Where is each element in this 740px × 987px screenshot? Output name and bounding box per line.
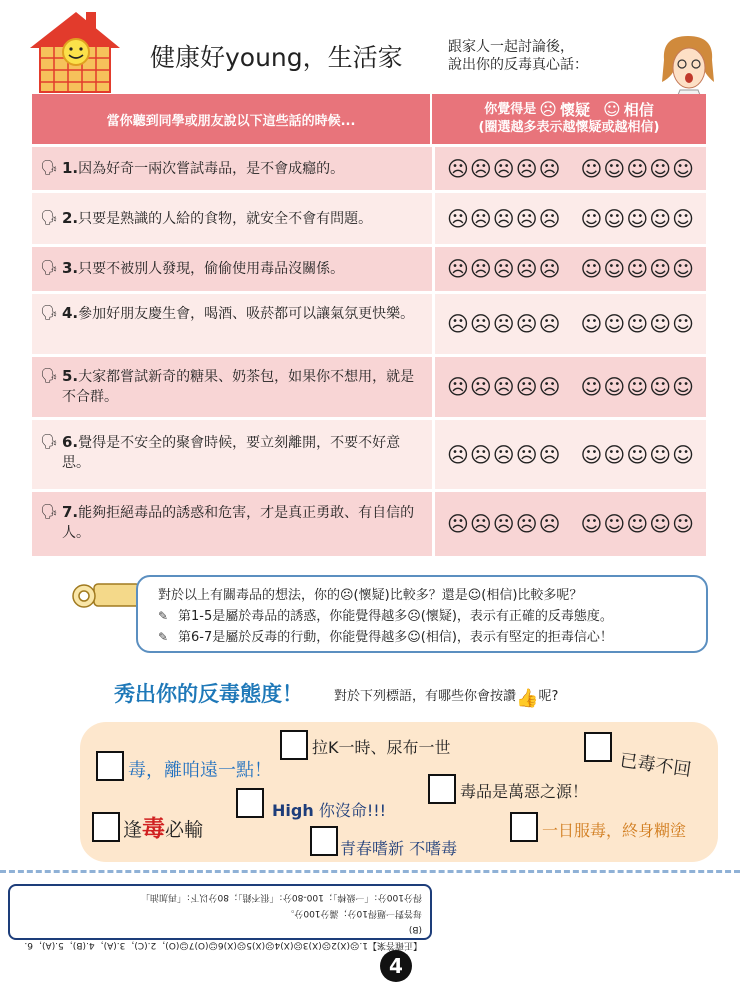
opinion-table — [32, 94, 706, 559]
happy-face-group — [581, 376, 695, 398]
note-line-3-text: 第6-7是屬於反毒的行動，你能覺得越多☺(相信)，表示有堅定的拒毒信心！ — [178, 630, 613, 645]
rating-cell — [435, 247, 706, 291]
sad-face-icon[interactable]: ☹ — [469, 156, 492, 181]
statement-number: 4. — [62, 304, 79, 322]
statement-body: 參加好朋友慶生會，喝酒、吸菸都可以讓氣氛更快樂。 — [78, 306, 415, 322]
happy-face-icon[interactable]: ☺ — [672, 156, 695, 181]
rating-cell — [435, 294, 706, 354]
statement-text — [62, 208, 426, 229]
sad-face-icon[interactable]: ☹ — [515, 206, 538, 231]
happy-face-icon[interactable]: ☺ — [603, 206, 626, 231]
pencil-icon: ✎ — [158, 630, 169, 644]
table-row — [32, 294, 706, 354]
happy-face-icon[interactable]: ☺ — [626, 206, 649, 231]
sad-face-icon[interactable]: ☹ — [492, 512, 515, 536]
sad-face-icon[interactable]: ☹ — [515, 442, 538, 467]
sad-face-icon[interactable]: ☹ — [538, 312, 561, 336]
statement-text — [62, 432, 426, 473]
header-prefix: 你覺得是 — [484, 102, 537, 117]
happy-face-icon[interactable]: ☺ — [649, 257, 672, 281]
statement-text — [62, 158, 426, 179]
happy-face-icon[interactable]: ☺ — [672, 442, 695, 467]
sad-face-icon[interactable]: ☹ — [515, 257, 538, 281]
happy-face-icon[interactable]: ☺ — [603, 312, 626, 336]
answer-line-1: 【正確答案】1.☹(X)2☹(X)3☹(X)4☹(X)5☹(X)6☺(O)7☺(O)，2.(C)，3.(A)，4.(B)，5.(A)，6.(B) — [24, 924, 422, 950]
slogan-checkbox-3[interactable] — [584, 732, 612, 762]
slogan-7-b: 不嗜毒 — [409, 839, 458, 858]
page-header — [0, 0, 740, 92]
happy-face-icon[interactable]: ☺ — [649, 312, 672, 336]
sad-face-icon[interactable]: ☹ — [446, 206, 469, 231]
happy-face-icon[interactable]: ☺ — [649, 512, 672, 536]
sad-face-icon[interactable]: ☹ — [538, 442, 561, 467]
statement-body: 大家都嘗試新奇的糖果、奶茶包，如果你不想用，就是不合群。 — [62, 369, 415, 405]
happy-face-icon[interactable]: ☺ — [672, 257, 695, 281]
happy-face-icon[interactable]: ☺ — [626, 312, 649, 336]
table-row — [32, 420, 706, 489]
sad-face-icon[interactable]: ☹ — [469, 312, 492, 336]
slogan-checkbox-1[interactable] — [96, 751, 124, 781]
statement-cell — [32, 492, 432, 556]
happy-face-icon[interactable]: ☺ — [672, 512, 695, 536]
happy-face-icon[interactable]: ☺ — [580, 512, 603, 536]
sad-face-icon[interactable]: ☹ — [538, 206, 561, 231]
rating-cell — [435, 492, 706, 556]
sad-face-icon[interactable]: ☹ — [538, 156, 561, 181]
pencil-icon: ✎ — [158, 609, 169, 623]
slogan-7-a: 青春嗜新 — [340, 839, 405, 858]
answer-key-text — [10, 886, 430, 956]
cut-line — [0, 870, 740, 876]
slogan-7 — [340, 836, 457, 859]
speaking-head-icon: 🗣 — [40, 368, 58, 384]
happy-face-icon[interactable]: ☺ — [649, 156, 672, 181]
sad-face-icon[interactable]: ☹ — [446, 442, 469, 467]
sad-face-icon[interactable]: ☹ — [515, 512, 538, 536]
happy-face-icon[interactable]: ☺ — [580, 206, 603, 231]
statement-body: 因為好奇一兩次嘗試毒品，是不會成癮的。 — [78, 161, 345, 177]
happy-face-icon[interactable]: ☺ — [603, 512, 626, 536]
statement-number: 6. — [62, 433, 79, 451]
sad-face-group — [447, 513, 561, 535]
statement-body: 只要不被別人發現，偷偷使用毒品沒關係。 — [78, 261, 345, 277]
believe-label: 相信 — [623, 101, 654, 119]
happy-face-icon: ☺ — [603, 100, 621, 120]
slogan-5 — [272, 798, 386, 821]
statement-cell — [32, 294, 432, 354]
answer-line-3: 得分100分：「一級棒」；100-80分：「很不錯」；80分以下：「再加油」 — [140, 892, 422, 902]
header-subtitle: (圈選越多表示越懷疑或越相信) — [478, 120, 660, 135]
happy-face-icon[interactable]: ☺ — [626, 442, 649, 467]
slogan-checkbox-5[interactable] — [236, 788, 264, 818]
slogan-checkbox-6[interactable] — [428, 774, 456, 804]
statement-text — [62, 502, 426, 543]
sad-face-icon[interactable]: ☹ — [492, 156, 515, 181]
statement-number: 2. — [62, 209, 79, 227]
house-icon — [26, 8, 122, 94]
slogan-heading: 秀出你的反毒態度！ — [114, 681, 303, 706]
happy-face-icon[interactable]: ☺ — [649, 375, 672, 399]
note-line-1: 對於以上有關毒品的想法，你的☹(懷疑)比較多？還是☺(相信)比較多呢？ — [158, 588, 583, 603]
happy-face-icon[interactable]: ☺ — [672, 312, 695, 336]
happy-face-group — [581, 313, 695, 335]
page-number: 4 — [380, 950, 412, 982]
slogan-2: 拉K一時、尿布一世 — [312, 738, 451, 757]
happy-face-icon[interactable]: ☺ — [626, 512, 649, 536]
sad-face-icon[interactable]: ☹ — [515, 312, 538, 336]
sad-face-group — [447, 158, 561, 180]
happy-face-icon[interactable]: ☺ — [580, 312, 603, 336]
happy-face-icon[interactable]: ☺ — [580, 375, 603, 399]
speaking-head-icon: 🗣 — [40, 160, 58, 176]
slogan-4-post: 必輸 — [165, 819, 204, 841]
sad-face-icon[interactable]: ☹ — [515, 156, 538, 181]
header-right — [432, 94, 706, 144]
happy-face-icon[interactable]: ☺ — [603, 442, 626, 467]
statement-cell — [32, 420, 432, 489]
speaking-head-icon: 🗣 — [40, 210, 58, 226]
happy-face-icon[interactable]: ☺ — [580, 442, 603, 467]
happy-face-icon[interactable]: ☺ — [626, 375, 649, 399]
statement-body: 覺得是不安全的聚會時候，要立刻離開，不要不好意思。 — [62, 435, 401, 471]
statement-body: 只要是熟識的人給的食物，就安全不會有問題。 — [78, 211, 373, 227]
sad-face-icon[interactable]: ☹ — [469, 257, 492, 281]
sad-face-icon[interactable]: ☹ — [446, 375, 469, 399]
happy-face-icon[interactable]: ☺ — [603, 375, 626, 399]
note-line-3 — [158, 627, 696, 648]
sad-face-icon[interactable]: ☹ — [538, 512, 561, 536]
happy-face-group — [581, 208, 695, 230]
thumbs-up-icon: 👍 — [516, 688, 539, 709]
slogan-question — [334, 685, 558, 709]
slogan-checkbox-4[interactable] — [92, 812, 120, 842]
sad-face-icon[interactable]: ☹ — [492, 442, 515, 467]
slogan-checkbox-7[interactable] — [310, 826, 338, 856]
slogan-5-rest: 你沒命!!! — [318, 801, 387, 820]
speaking-head-icon: 🗣 — [40, 305, 58, 321]
page-title: 健康好young，生活家 — [150, 43, 403, 72]
rating-cell — [435, 193, 706, 244]
note-line-2 — [158, 606, 696, 627]
happy-face-icon[interactable]: ☺ — [580, 156, 603, 181]
sad-face-icon[interactable]: ☹ — [538, 375, 561, 399]
statement-text — [62, 258, 426, 279]
speaking-head-icon: 🗣 — [40, 434, 58, 450]
slogan-question-pre: 對於下列標語，有哪些你會按讚 — [334, 689, 517, 704]
sad-face-icon[interactable]: ☹ — [446, 512, 469, 536]
sad-face-icon[interactable]: ☹ — [469, 206, 492, 231]
answer-line-2: 每答對一題得10分；滿分100分。 — [285, 908, 422, 918]
slogan-4-mid: 毒 — [142, 816, 166, 842]
table-row — [32, 193, 706, 244]
statement-cell — [32, 147, 432, 190]
answer-key-box — [8, 884, 432, 950]
sad-face-icon[interactable]: ☹ — [469, 442, 492, 467]
table-rows — [32, 147, 706, 556]
happy-face-icon[interactable]: ☺ — [672, 375, 695, 399]
doubt-label: 懷疑 — [559, 101, 590, 119]
sad-face-group — [447, 258, 561, 280]
happy-face-icon[interactable]: ☺ — [649, 442, 672, 467]
slogan-3: 已毒不回 — [618, 750, 693, 781]
header-left: 當你聽到同學或朋友說以下這些話的時候... — [32, 94, 432, 144]
happy-face-icon[interactable]: ☺ — [649, 206, 672, 231]
happy-face-icon[interactable]: ☺ — [603, 257, 626, 281]
rating-cell — [435, 357, 706, 417]
sad-face-icon[interactable]: ☹ — [492, 375, 515, 399]
happy-face-group — [581, 258, 695, 280]
statement-number: 1. — [62, 159, 79, 177]
discuss-line-1: 跟家人一起討論後， — [448, 39, 574, 55]
statement-text — [62, 303, 426, 324]
sad-face-group — [447, 376, 561, 398]
discuss-instruction — [448, 38, 588, 74]
sad-face-icon[interactable]: ☹ — [515, 375, 538, 399]
slogan-checkbox-2[interactable] — [280, 730, 308, 760]
happy-face-group — [581, 158, 695, 180]
slogan-checkbox-8[interactable] — [510, 812, 538, 842]
happy-face-group — [581, 444, 695, 466]
slogan-4 — [123, 810, 203, 843]
happy-face-icon[interactable]: ☺ — [626, 156, 649, 181]
slogan-1: 毒，離咱遠一點！ — [128, 760, 272, 781]
slogan-6: 毒品是萬惡之源！ — [460, 782, 589, 801]
sad-face-icon[interactable]: ☹ — [492, 206, 515, 231]
sad-face-icon: ☹ — [539, 100, 557, 120]
statement-body: 能夠拒絕毒品的誘惑和危害，才是真正勇敢、有自信的人。 — [62, 505, 415, 541]
table-row — [32, 247, 706, 291]
sad-face-icon[interactable]: ☹ — [492, 257, 515, 281]
sad-face-group — [447, 208, 561, 230]
sad-face-icon[interactable]: ☹ — [492, 312, 515, 336]
speaking-head-icon: 🗣 — [40, 260, 58, 276]
sad-face-group — [447, 313, 561, 335]
girl-avatar-icon — [656, 30, 720, 100]
speaking-head-icon: 🗣 — [40, 504, 58, 520]
sad-face-icon[interactable]: ☹ — [446, 312, 469, 336]
statement-cell — [32, 193, 432, 244]
statement-cell — [32, 357, 432, 417]
happy-face-icon[interactable]: ☺ — [580, 257, 603, 281]
sad-face-icon[interactable]: ☹ — [446, 257, 469, 281]
discuss-line-2: 說出你的反毒真心話： — [448, 57, 588, 73]
happy-face-icon[interactable]: ☺ — [626, 257, 649, 281]
sad-face-icon[interactable]: ☹ — [446, 156, 469, 181]
happy-face-icon[interactable]: ☺ — [672, 206, 695, 231]
paper-clip-icon — [70, 578, 142, 612]
happy-face-icon[interactable]: ☺ — [603, 156, 626, 181]
statement-cell — [32, 247, 432, 291]
sad-face-icon[interactable]: ☹ — [538, 257, 561, 281]
slogan-8: 一日服毒，終身糊塗 — [542, 821, 687, 840]
table-row — [32, 492, 706, 556]
slogan-question-post: 呢? — [538, 689, 559, 704]
reflection-note — [136, 575, 708, 653]
statement-number: 7. — [62, 503, 79, 521]
sad-face-icon[interactable]: ☹ — [469, 375, 492, 399]
table-row — [32, 357, 706, 417]
rating-cell — [435, 420, 706, 489]
slogan-5-high: High — [272, 801, 314, 820]
rating-cell — [435, 147, 706, 190]
statement-number: 5. — [62, 367, 79, 385]
happy-face-group — [581, 513, 695, 535]
slogan-4-pre: 逢 — [123, 819, 143, 841]
sad-face-icon[interactable]: ☹ — [469, 512, 492, 536]
sad-face-group — [447, 444, 561, 466]
table-row — [32, 147, 706, 190]
table-header — [32, 94, 706, 144]
statement-number: 3. — [62, 259, 79, 277]
note-line-2-text: 第1-5是屬於毒品的誘惑，你能覺得越多☹(懷疑)，表示有正確的反毒態度。 — [178, 609, 613, 624]
statement-text — [62, 366, 426, 407]
